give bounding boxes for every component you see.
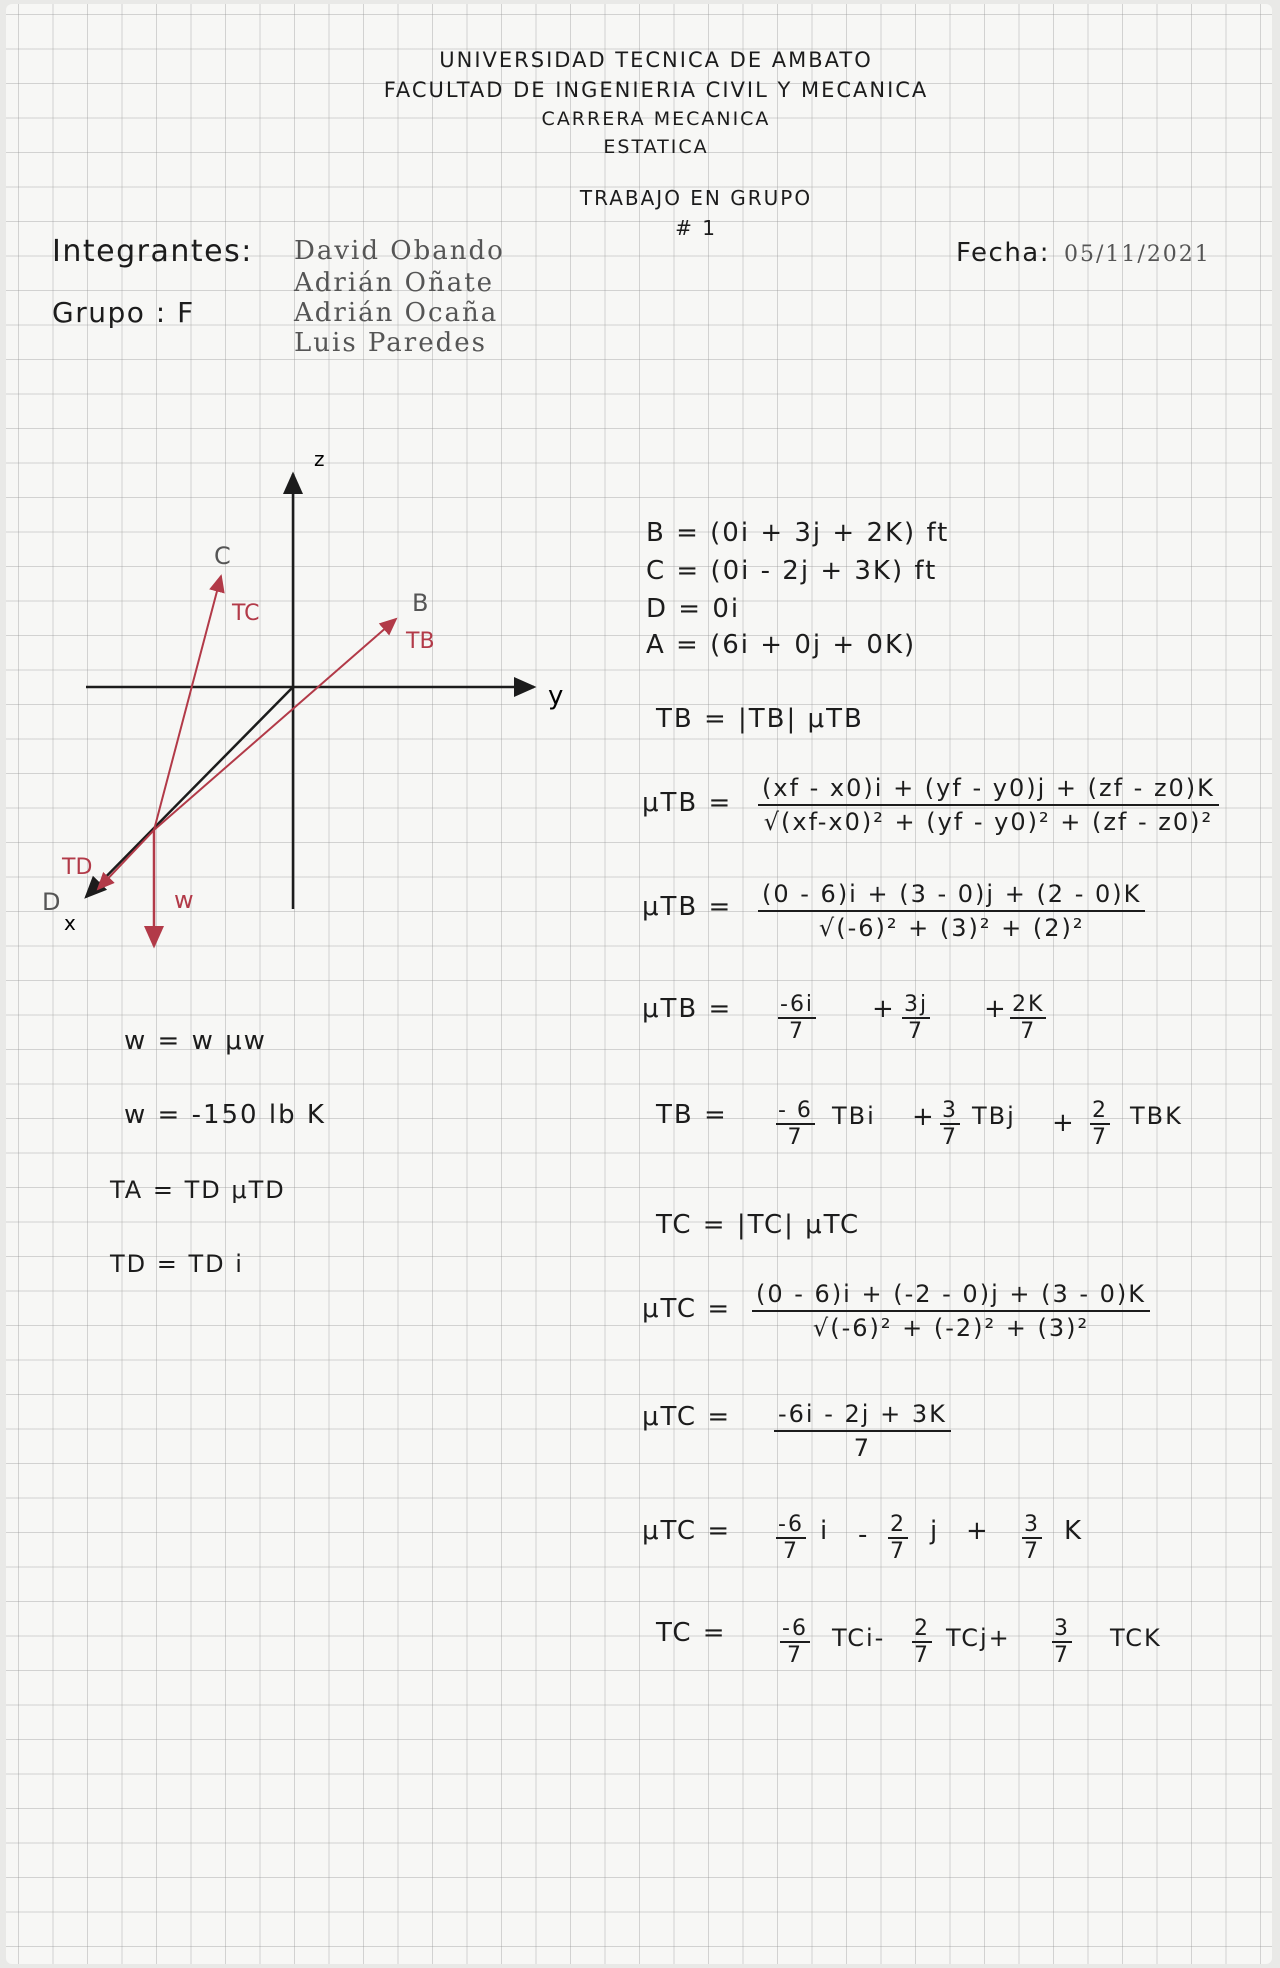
fraction-numerator: 2	[890, 1512, 906, 1537]
fraction-denominator: √(-6)² + (-2)² + (3)²	[812, 1314, 1090, 1342]
fraction-denominator: 7	[1020, 1019, 1037, 1044]
plus-sign: +	[912, 1102, 936, 1132]
point-a-equation: A = (6i + 0j + 0K)	[646, 630, 917, 660]
mu-tb-general-fraction	[758, 774, 1219, 836]
fraction-numerator: 3j	[904, 992, 929, 1017]
mu-tc-j-coefficient	[888, 1512, 908, 1564]
tc-k-coefficient	[1052, 1616, 1072, 1668]
mu-tb-numeric-fraction	[758, 880, 1145, 942]
fraction-numerator: -6	[782, 1616, 808, 1641]
w-vector-equation: w = w μw	[124, 1026, 267, 1056]
fraction-denominator: 7	[1054, 1643, 1070, 1668]
fraction-denominator: 7	[908, 1019, 925, 1044]
fraction-numerator: 2	[1092, 1098, 1108, 1123]
tb-vector	[154, 619, 396, 830]
point-d-equation: D = 0i	[646, 594, 741, 624]
mu-tc-label: μTC =	[642, 1294, 732, 1324]
fraction-denominator: √(-6)² + (3)² + (2)²	[818, 914, 1085, 942]
work-title: TRABAJO EN GRUPO	[579, 186, 813, 210]
tc-i-term: TCi-	[832, 1624, 886, 1652]
point-b-label: B	[412, 589, 429, 617]
fraction-denominator: 7	[853, 1434, 872, 1462]
fraction-numerator: -6i	[780, 992, 815, 1017]
fraction-denominator: 7	[890, 1539, 906, 1564]
plus-sign: +	[966, 1516, 990, 1546]
tb-i-term: TBi	[832, 1102, 876, 1130]
tc-definition: TC = |TC| μTC	[656, 1210, 861, 1240]
mu-tb-label: μTB =	[642, 994, 733, 1024]
tb-j-coefficient	[940, 1098, 960, 1150]
fraction-denominator: 7	[787, 1125, 804, 1150]
y-axis-label: y	[548, 681, 564, 711]
fraction-numerator: -6i - 2j + 3K	[774, 1400, 951, 1432]
mu-tb-j-fraction	[902, 992, 930, 1044]
tb-k-term: TBK	[1130, 1102, 1183, 1130]
plus-sign: +	[1052, 1108, 1076, 1138]
unit-k: K	[1064, 1516, 1084, 1546]
fraction-numerator: (xf - x0)i + (yf - y0)j + (zf - z0)K	[758, 774, 1219, 806]
plus-sign: +	[872, 994, 896, 1024]
tb-definition: TB = |TB| μTB	[656, 704, 864, 734]
tc-vector	[154, 576, 221, 830]
tb-k-coefficient	[1090, 1098, 1110, 1150]
fraction-denominator: 7	[1092, 1125, 1108, 1150]
fraction-denominator: 7	[789, 1019, 806, 1044]
fraction-numerator: (0 - 6)i + (3 - 0)j + (2 - 0)K	[758, 880, 1145, 912]
mu-tc-i-coefficient	[776, 1512, 806, 1564]
force-diagram	[6, 4, 566, 964]
tc-j-coefficient	[912, 1616, 932, 1668]
fraction-numerator: 3	[1024, 1512, 1040, 1537]
tc-vector-label: TC =	[656, 1618, 727, 1648]
fraction-denominator: 7	[786, 1643, 803, 1668]
member-name: Luis Paredes	[294, 328, 487, 358]
mu-tb-k-fraction	[1010, 992, 1046, 1044]
date-label: Fecha:	[956, 238, 1050, 268]
tb-label: TB	[406, 629, 435, 654]
ta-equation: TA = TD μTD	[110, 1176, 286, 1204]
x-axis-label: x	[64, 911, 76, 935]
mu-tc-numeric-fraction	[752, 1280, 1150, 1342]
members-label: Integrantes:	[52, 234, 253, 269]
subject-title: ESTATICA	[603, 136, 709, 158]
tc-label: TC	[232, 601, 260, 626]
mu-tc-label: μTC =	[642, 1402, 732, 1432]
fraction-numerator: 3	[1054, 1616, 1070, 1641]
unit-i: i	[820, 1516, 830, 1546]
member-name: Adrián Ocaña	[294, 298, 499, 328]
mu-tb-i-fraction	[778, 992, 816, 1044]
point-d-label: D	[42, 888, 61, 916]
mu-tc-label: μTC =	[642, 1516, 732, 1546]
tc-j-term: TCj+	[946, 1624, 1011, 1652]
mu-tb-label: μTB =	[642, 788, 733, 818]
fraction-denominator: 7	[914, 1643, 930, 1668]
point-b-equation: B = (0i + 3j + 2K) ft	[646, 518, 950, 548]
university-title: UNIVERSIDAD TECNICA DE AMBATO	[439, 48, 873, 72]
fraction-numerator: -6	[778, 1512, 804, 1537]
w-value-equation: w = -150 lb K	[124, 1100, 326, 1130]
fraction-numerator: 2K	[1012, 992, 1045, 1017]
fraction-denominator: √(xf-x0)² + (yf - y0)² + (zf - z0)²	[763, 808, 1214, 836]
fraction-numerator: - 6	[778, 1098, 813, 1123]
fraction-numerator: 2	[914, 1616, 930, 1641]
w-label: w	[174, 886, 194, 914]
fraction-denominator: 7	[1024, 1539, 1040, 1564]
member-name: Adrián Oñate	[294, 268, 495, 298]
tb-i-coefficient	[776, 1098, 815, 1150]
fraction-denominator: 7	[782, 1539, 799, 1564]
mu-tc-combined-fraction	[774, 1400, 951, 1462]
fraction-denominator: 7	[942, 1125, 958, 1150]
z-axis-label: z	[314, 447, 325, 471]
work-number: # 1	[675, 216, 717, 240]
mu-tb-label: μTB =	[642, 892, 733, 922]
unit-j: j	[930, 1516, 940, 1546]
td-label: TD	[62, 855, 93, 880]
member-name: David Obando	[294, 236, 505, 266]
notebook-page	[6, 4, 1272, 1964]
faculty-title: FACULTAD DE INGENIERIA CIVIL Y MECANICA	[383, 78, 929, 102]
date-value: 05/11/2021	[1064, 242, 1211, 267]
mu-tc-k-coefficient	[1022, 1512, 1042, 1564]
point-c-equation: C = (0i - 2j + 3K) ft	[646, 556, 938, 586]
tc-k-term: TCK	[1110, 1624, 1162, 1652]
group-label: Grupo : F	[52, 296, 195, 329]
minus-sign: -	[858, 1520, 870, 1550]
tb-j-term: TBj	[972, 1102, 1016, 1130]
tb-vector-label: TB =	[656, 1100, 728, 1130]
fraction-numerator: (0 - 6)i + (-2 - 0)j + (3 - 0)K	[752, 1280, 1150, 1312]
x-axis	[86, 687, 293, 897]
td-vector	[98, 830, 154, 889]
tc-i-coefficient	[780, 1616, 810, 1668]
point-c-label: C	[214, 542, 231, 570]
plus-sign: +	[984, 994, 1008, 1024]
career-title: CARRERA MECANICA	[541, 108, 771, 130]
td-equation: TD = TD i	[110, 1250, 244, 1278]
fraction-numerator: 3	[942, 1098, 958, 1123]
